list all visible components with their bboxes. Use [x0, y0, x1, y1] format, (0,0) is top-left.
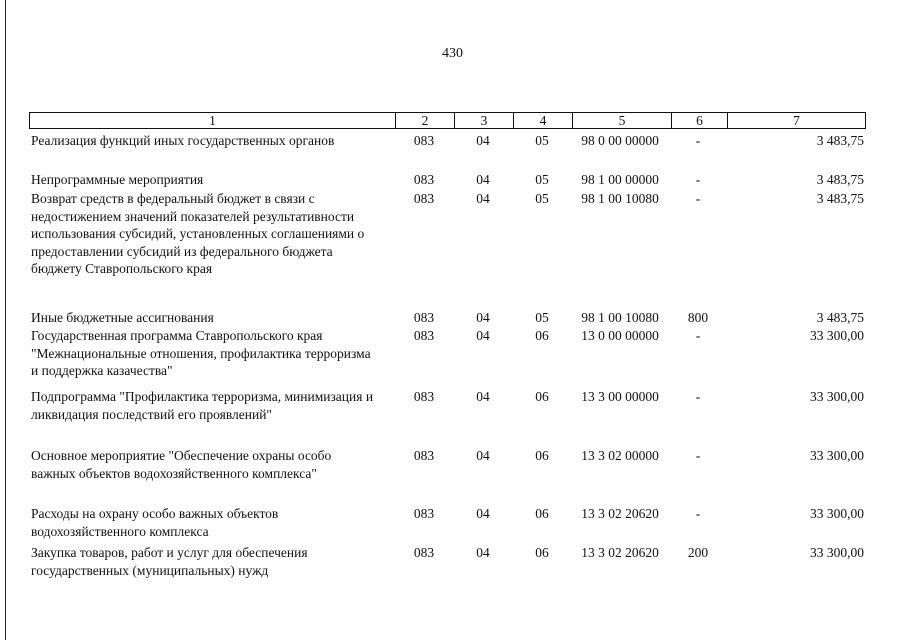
row-col-2: 083 [413, 172, 435, 187]
row-col-5: 98 1 00 10080 [581, 191, 659, 206]
row-col-2: 083 [413, 310, 435, 325]
header-col-1: 1 [209, 113, 216, 128]
page-number: 430 [442, 46, 463, 61]
row-col-3: 04 [476, 133, 490, 148]
row-name: Возврат средств в федеральный бюджет в связи с недостижением значений показателей результативности использования субсидий, установленных соглашениями о предоставлении субсидий из федерального бюджета бюджету Ставропольского края [31, 191, 365, 276]
row-col-6: - [695, 448, 701, 463]
row-name: Расходы на охрану особо важных объектов водохозяйственного комплекса [31, 506, 279, 539]
row-col-3: 04 [476, 506, 490, 521]
row-col-5: 13 3 00 00000 [581, 389, 659, 404]
row-name: Государственная программа Ставропольского края "Межнациональные отношения, профилактика терроризма и поддержка казачества" [31, 328, 371, 378]
row-col-3: 04 [476, 328, 490, 343]
row-col-2: 083 [413, 448, 435, 463]
row-name: Иные бюджетные ассигнования [31, 310, 214, 325]
row-col-6: - [695, 328, 701, 343]
row-col-3: 04 [476, 545, 490, 560]
row-amount: 3 483,75 [816, 191, 864, 206]
row-col-3: 04 [476, 448, 490, 463]
row-col-5: 98 1 00 10080 [581, 310, 659, 325]
row-col-2: 083 [413, 545, 435, 560]
row-amount: 33 300,00 [810, 506, 864, 521]
row-name: Основное мероприятие "Обеспечение охраны особо важных объектов водохозяйственного комплекса" [31, 448, 332, 481]
row-amount: 33 300,00 [810, 545, 864, 560]
row-col-6: - [695, 191, 701, 206]
row-col-6: 200 [687, 545, 709, 560]
row-col-4: 06 [535, 389, 549, 404]
header-col-3: 3 [454, 113, 513, 128]
row-amount: 33 300,00 [810, 448, 864, 463]
row-col-3: 04 [476, 172, 490, 187]
row-col-4: 05 [535, 172, 549, 187]
row-col-4: 05 [535, 310, 549, 325]
row-amount: 3 483,75 [816, 172, 864, 187]
row-col-5: 13 3 02 20620 [581, 545, 659, 560]
row-amount: 33 300,00 [810, 328, 864, 343]
row-col-2: 083 [413, 389, 435, 404]
row-amount: 3 483,75 [816, 310, 864, 325]
row-col-3: 04 [476, 389, 490, 404]
row-col-4: 05 [535, 133, 549, 148]
header-col-4: 4 [513, 113, 572, 128]
row-amount: 33 300,00 [810, 389, 864, 404]
row-col-4: 06 [535, 448, 549, 463]
row-col-5: 13 0 00 00000 [581, 328, 659, 343]
row-col-2: 083 [413, 328, 435, 343]
row-amount: 3 483,75 [816, 133, 864, 148]
row-col-3: 04 [476, 191, 490, 206]
row-col-6: - [695, 172, 701, 187]
row-col-4: 06 [535, 328, 549, 343]
header-col-2: 2 [395, 113, 454, 128]
row-col-5: 98 0 00 00000 [581, 133, 659, 148]
row-col-4: 05 [535, 191, 549, 206]
left-margin-line [5, 0, 6, 640]
row-col-6: - [695, 389, 701, 404]
row-col-5: 98 1 00 00000 [581, 172, 659, 187]
row-name: Реализация функций иных государственных органов [31, 133, 335, 148]
header-col-5: 5 [572, 113, 671, 128]
header-col-6: 6 [671, 113, 727, 128]
table-header [29, 112, 866, 129]
row-col-6: 800 [687, 310, 709, 325]
row-col-2: 083 [413, 133, 435, 148]
row-col-6: - [695, 133, 701, 148]
row-col-3: 04 [476, 310, 490, 325]
row-name: Закупка товаров, работ и услуг для обеспечения государственных (муниципальных) нужд [31, 545, 308, 578]
row-col-2: 083 [413, 191, 435, 206]
row-col-4: 06 [535, 506, 549, 521]
row-name: Подпрограмма "Профилактика терроризма, минимизация и ликвидация последствий его проявлений" [31, 389, 374, 422]
row-col-5: 13 3 02 00000 [581, 448, 659, 463]
row-col-6: - [695, 506, 701, 521]
header-col-7: 7 [727, 113, 865, 128]
row-col-4: 06 [535, 545, 549, 560]
row-name: Непрограммные мероприятия [31, 172, 204, 187]
row-col-5: 13 3 02 20620 [581, 506, 659, 521]
row-col-2: 083 [413, 506, 435, 521]
